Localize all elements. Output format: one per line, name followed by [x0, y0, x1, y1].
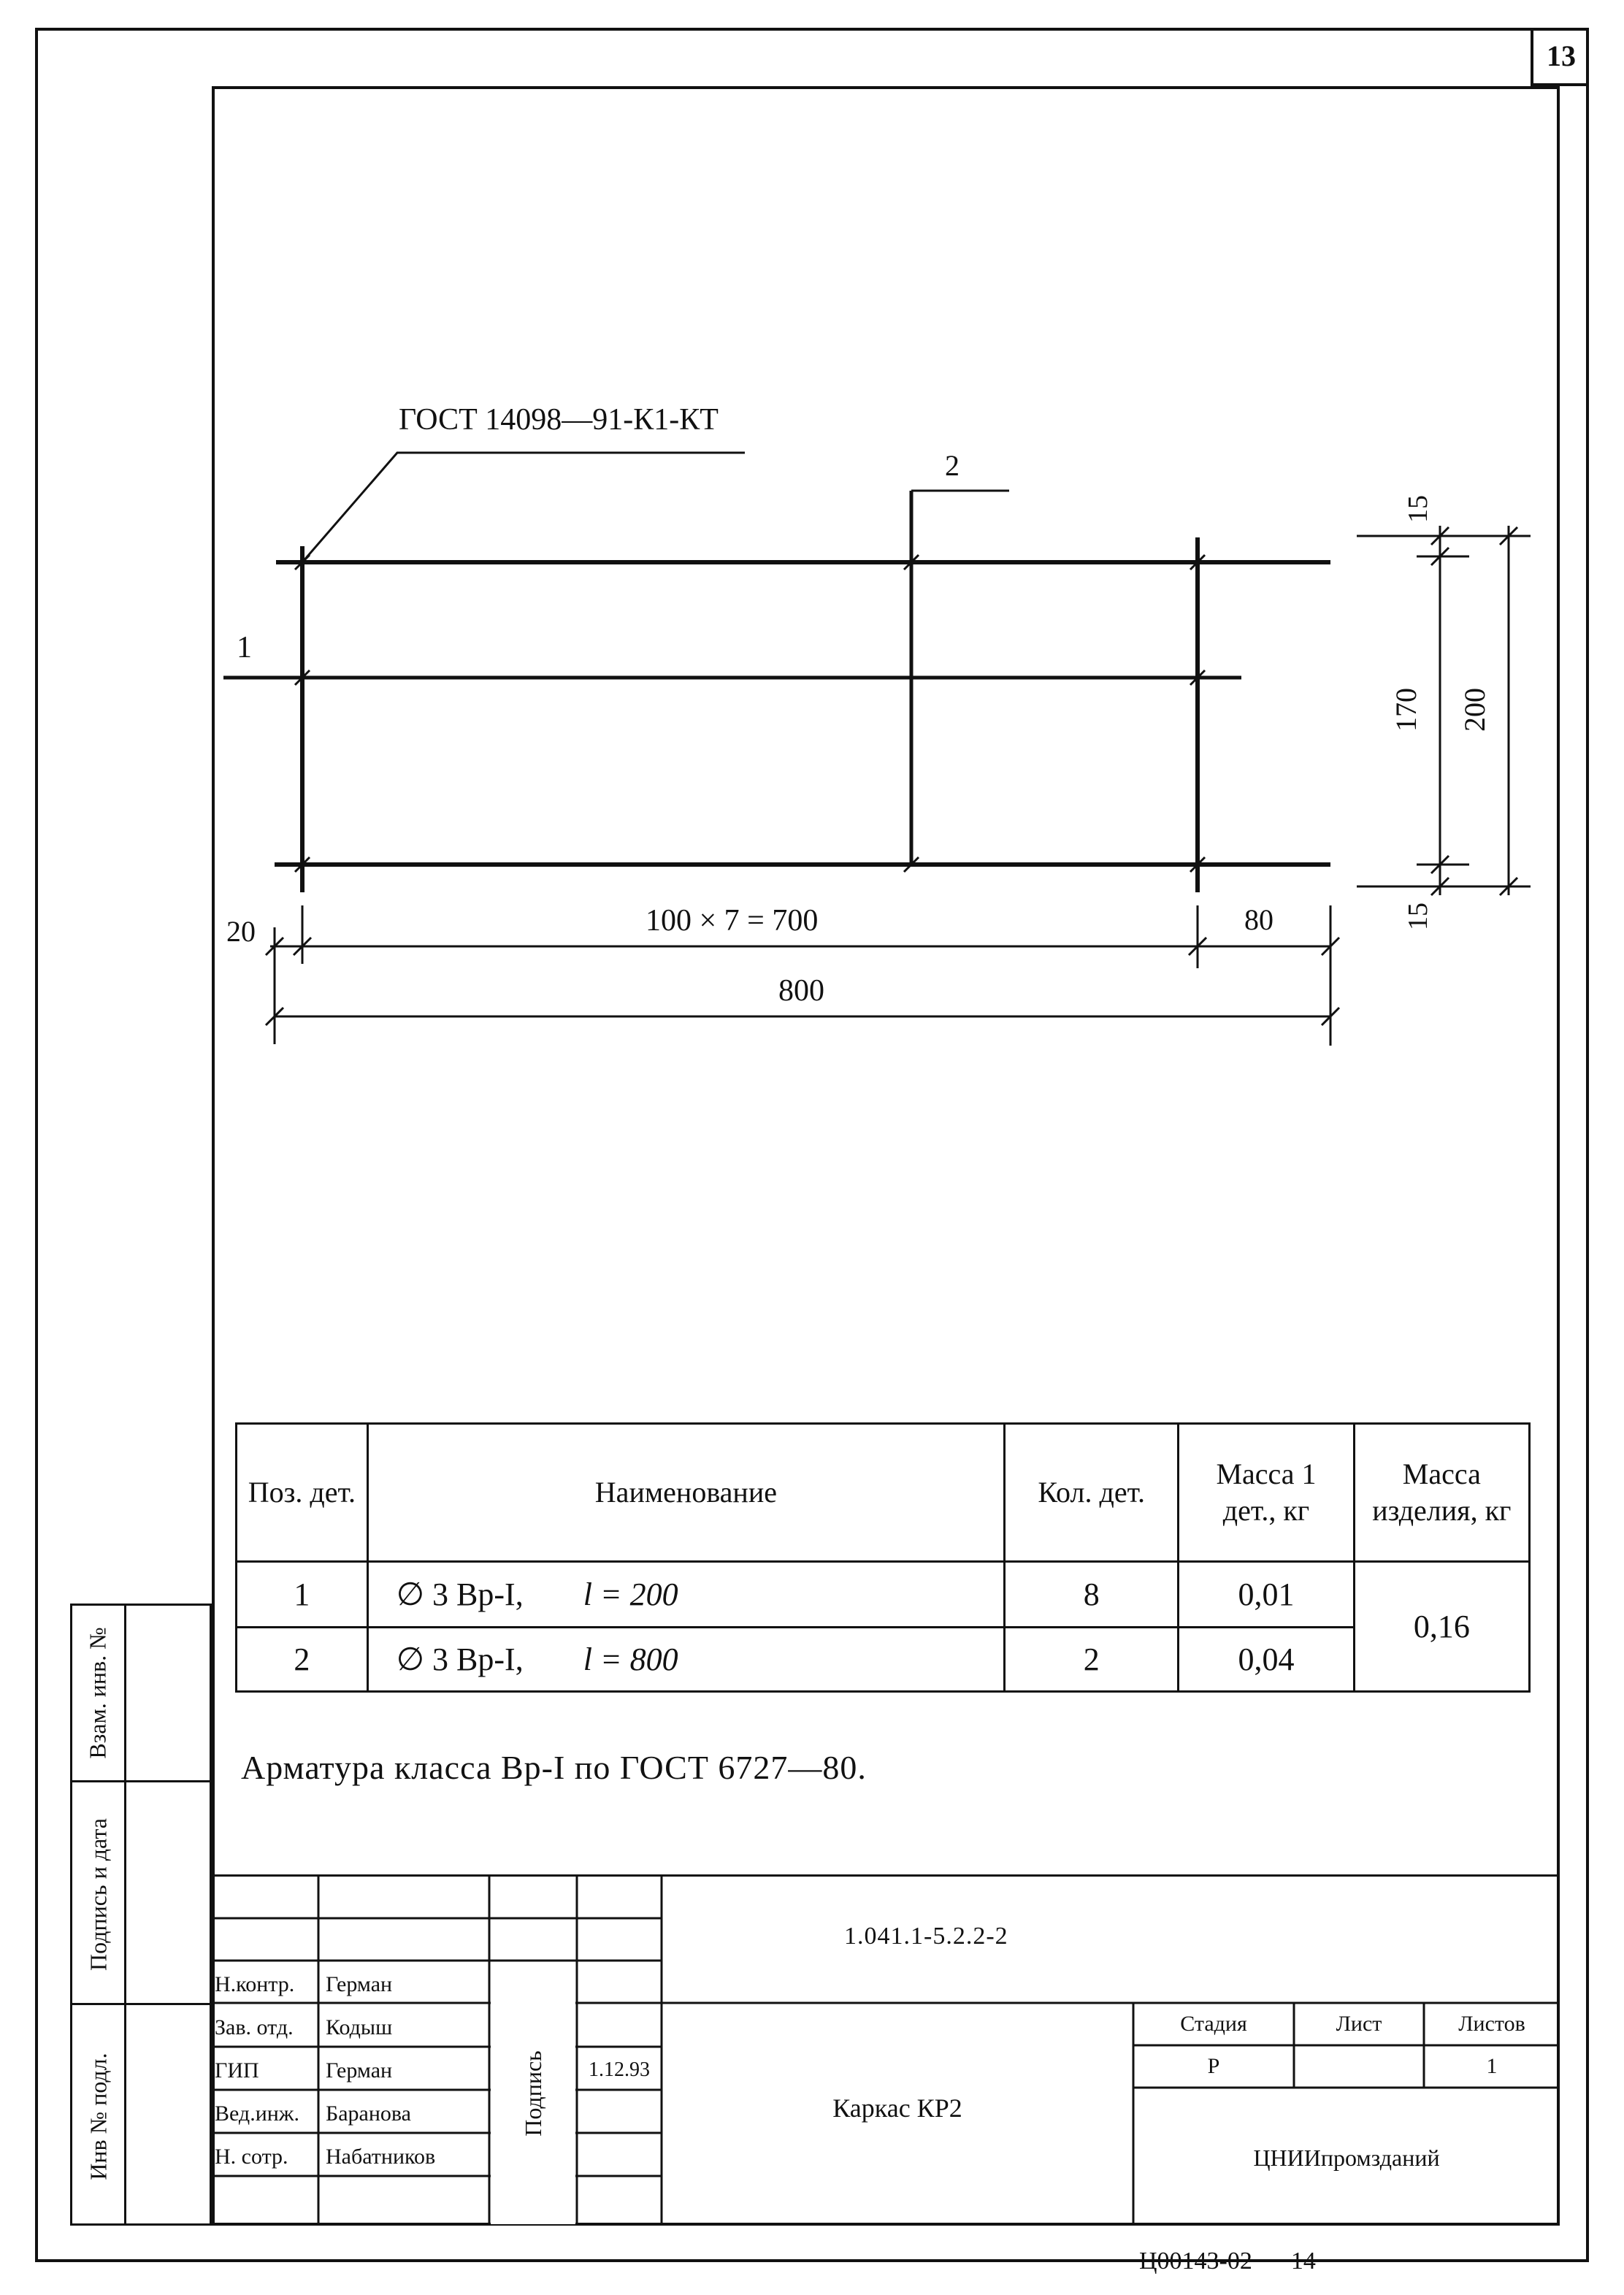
footer	[1139, 2249, 1316, 2274]
position-1-label: 1	[237, 631, 252, 664]
row-qty: 2	[1005, 1627, 1179, 1691]
dim-700-label: 100 × 7 = 700	[646, 904, 819, 938]
row-name	[367, 1561, 1004, 1627]
table-row	[237, 1627, 1530, 1691]
header-pos: Поз. дет.	[237, 1424, 368, 1562]
position-2-label: 2	[945, 449, 960, 482]
gost-label: ГОСТ 14098—91-К1-КТ	[399, 403, 719, 437]
role-name: Герман	[326, 2058, 393, 2083]
role-label: Вед.инж.	[215, 2101, 300, 2126]
role-name: Кодыш	[326, 2015, 393, 2039]
row-mass-one: 0,01	[1179, 1561, 1354, 1627]
sheet-label: Лист	[1336, 2012, 1382, 2036]
sheets-value: 1	[1486, 2054, 1498, 2078]
footer-code: Ц00143-02	[1139, 2248, 1252, 2275]
sheet-number: 13	[1531, 28, 1589, 86]
reinforcement-note: Арматура класса Вр-I по ГОСТ 6727—80.	[241, 1749, 867, 1786]
date-value: 1.12.93	[589, 2058, 650, 2081]
role-label: ГИП	[215, 2058, 259, 2083]
dim-800-label: 800	[778, 974, 824, 1008]
role-label: Зав. отд.	[215, 2015, 294, 2039]
header-name: Наименование	[367, 1424, 1004, 1562]
specification-table	[235, 1422, 1531, 1693]
gost-leader-line	[302, 453, 745, 562]
side-label-vzam: Взам. инв. №	[84, 1627, 111, 1759]
row-bar: ∅ 3 Вр-I,	[396, 1641, 524, 1677]
header-qty: Кол. дет.	[1005, 1424, 1179, 1562]
dim-15-bottom-label: 15	[1403, 903, 1433, 930]
row-name	[367, 1627, 1004, 1691]
side-label-signature-date: Подпись и дата	[85, 1818, 112, 1971]
header-mass-one: Масса 1 дет., кг	[1179, 1424, 1354, 1562]
row-pos: 1	[237, 1561, 368, 1627]
stage-label: Стадия	[1180, 2012, 1247, 2036]
product-name: Каркас КР2	[832, 2093, 962, 2123]
row-length: l = 200	[583, 1576, 678, 1612]
sheets-label: Листов	[1458, 2012, 1525, 2036]
row-qty: 8	[1005, 1561, 1179, 1627]
role-name: Баранова	[326, 2101, 411, 2126]
title-block	[212, 1874, 1560, 2226]
role-name: Герман	[326, 1972, 393, 1996]
signature-label: Подпись	[520, 2050, 546, 2137]
mass-total: 0,16	[1354, 1561, 1529, 1692]
dim-15-top-label: 15	[1403, 495, 1433, 523]
dim-80-label: 80	[1244, 903, 1273, 936]
table-row	[237, 1561, 1530, 1627]
footer-page: 14	[1290, 2248, 1316, 2275]
doc-code: 1.041.1-5.2.2-2	[844, 1923, 1008, 1950]
role-label: Н. сотр.	[215, 2145, 288, 2169]
dim-20-label: 20	[226, 915, 256, 948]
row-pos: 2	[237, 1627, 368, 1691]
row-length: l = 800	[583, 1641, 678, 1677]
header-mass-total: Масса изделия, кг	[1354, 1424, 1529, 1562]
row-bar: ∅ 3 Вр-I,	[396, 1576, 524, 1612]
side-label-inv: Инв № подл.	[85, 2053, 112, 2180]
role-label: Н.контр.	[215, 1972, 295, 1996]
role-name: Набатников	[326, 2145, 436, 2169]
stage-value: Р	[1207, 2054, 1220, 2078]
row-mass-one: 0,04	[1179, 1627, 1354, 1691]
dim-170-label: 170	[1390, 688, 1422, 732]
organization: ЦНИИпромзданий	[1253, 2145, 1440, 2171]
dim-200-label: 200	[1458, 688, 1491, 732]
